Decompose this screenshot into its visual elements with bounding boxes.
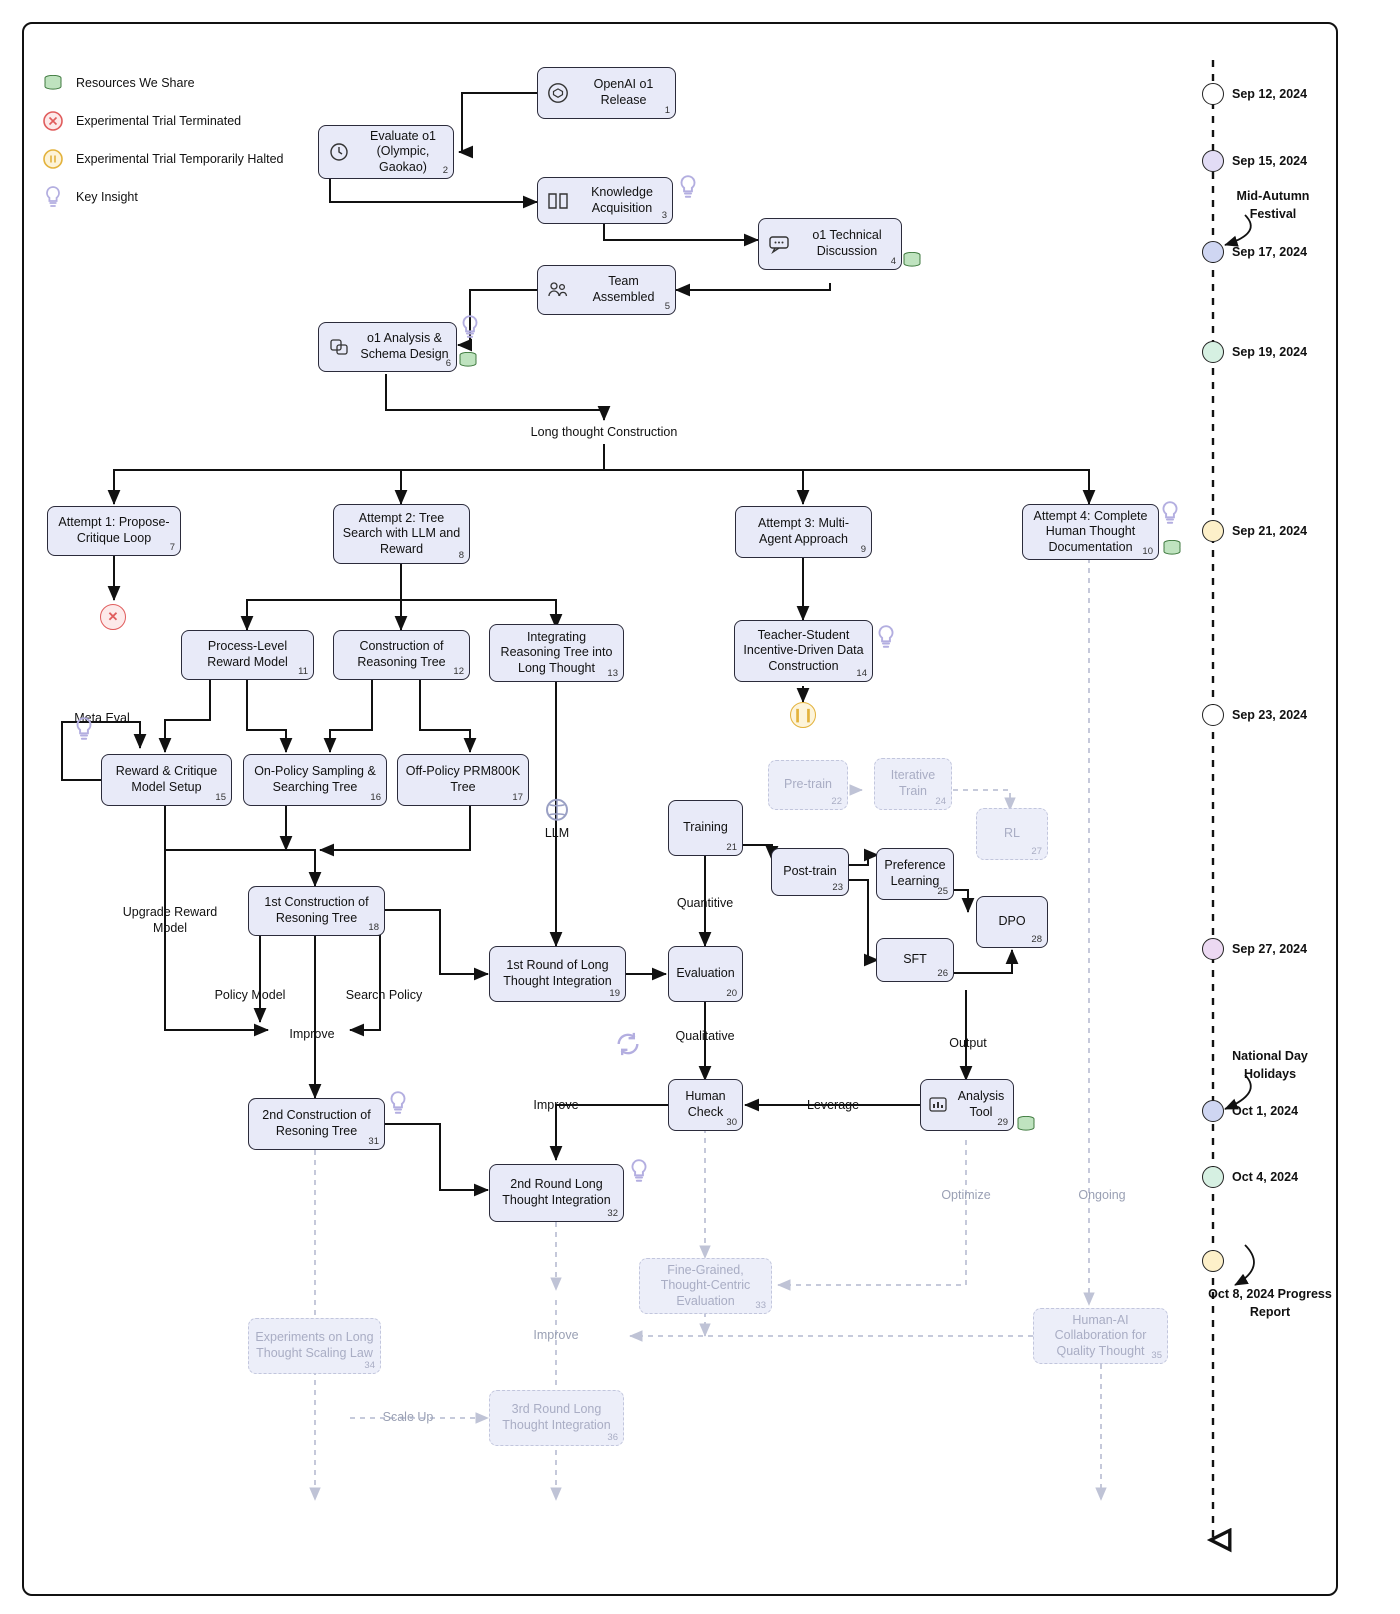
edge-label-leverage: Leverage — [806, 1098, 860, 1112]
node-label: Analysis Tool — [957, 1089, 1005, 1119]
node-label: Human Check — [685, 1089, 726, 1119]
edge-label-improve-3: Improve — [533, 1328, 579, 1342]
node-pre-train[interactable] — [768, 760, 848, 810]
node-o1-technical-discussion[interactable] — [758, 218, 902, 270]
node-attempt-2[interactable] — [333, 504, 470, 564]
timeline-dot — [1202, 241, 1224, 263]
node-number: 24 — [935, 796, 946, 808]
node-label: Attempt 1: Propose-Critique Loop — [58, 515, 170, 545]
node-number: 16 — [370, 792, 381, 804]
timeline-label-progress-report: Oct 8, 2024 Progress Report — [1208, 1287, 1332, 1319]
node-2nd-round-long-thought-integration[interactable] — [489, 1164, 624, 1222]
node-label: Iterative Train — [890, 768, 936, 798]
node-number: 2 — [442, 165, 448, 177]
node-on-policy-sampling[interactable] — [243, 754, 387, 806]
node-label: 2nd Round Long Thought Integration — [502, 1177, 611, 1207]
node-label: Training — [683, 820, 728, 835]
node-number: 9 — [860, 544, 866, 556]
node-number: 23 — [832, 882, 843, 894]
node-knowledge-acquisition[interactable] — [537, 177, 673, 224]
node-construction-of-reasoning-tree[interactable] — [333, 630, 470, 680]
node-process-level-reward-model[interactable] — [181, 630, 314, 680]
node-openai-o1-release[interactable] — [537, 67, 676, 119]
node-label: 2nd Construction of Resoning Tree — [262, 1108, 371, 1138]
status-halted-badge: ❙❙ — [790, 702, 816, 728]
node-attempt-1[interactable] — [47, 506, 181, 556]
node-number: 29 — [997, 1117, 1008, 1129]
node-teacher-student-data-construction[interactable] — [734, 620, 873, 682]
node-label: o1 Technical Discussion — [812, 228, 882, 258]
timeline-note-mid-autumn: Mid-Autumn Festival — [1236, 189, 1310, 221]
edge-label-optimize: Optimize — [941, 1188, 991, 1202]
node-label: Evaluate o1 (Olympic, Gaokao) — [369, 128, 437, 174]
node-attempt-3[interactable] — [735, 506, 872, 558]
node-number: 33 — [755, 1300, 766, 1312]
edge-label-scale-up: Scale Up — [382, 1410, 434, 1424]
timeline-label: Sep 21, 2024 — [1232, 524, 1308, 538]
node-label: Preference Learning — [884, 858, 946, 888]
node-number: 19 — [609, 988, 620, 1000]
timeline-label: Sep 12, 2024 — [1232, 87, 1308, 101]
node-label: Off-Policy PRM800K Tree — [405, 764, 521, 794]
node-label: Evaluation — [676, 966, 735, 981]
node-number: 15 — [215, 792, 226, 804]
lightbulb-icon — [460, 314, 480, 340]
timeline-label: Oct 4, 2024 — [1232, 1170, 1299, 1184]
node-number: 1 — [664, 105, 670, 117]
node-label: Process-Level Reward Model — [207, 639, 288, 669]
node-reward-critique-model-setup[interactable] — [101, 754, 232, 806]
edge-label-search-policy: Search Policy — [345, 988, 423, 1002]
edge-label-long-thought-construction: Long thought Construction — [530, 425, 678, 439]
node-iterative-train[interactable] — [874, 758, 952, 810]
node-label: On-Policy Sampling & Searching Tree — [254, 764, 376, 794]
node-number: 12 — [453, 666, 464, 678]
node-label: Attempt 4: Complete Human Thought Documentation — [1033, 508, 1148, 554]
timeline-label: Sep 15, 2024 — [1232, 154, 1308, 168]
database-icon — [459, 352, 477, 368]
node-label: SFT — [903, 952, 927, 967]
node-label: Pre-train — [784, 777, 832, 792]
database-icon — [40, 75, 66, 91]
timeline-dot — [1202, 1100, 1224, 1122]
node-3rd-round-long-thought-integration[interactable] — [489, 1390, 624, 1446]
timeline-dot — [1202, 1250, 1224, 1272]
timeline-dot — [1202, 83, 1224, 105]
node-number: 28 — [1031, 934, 1042, 946]
node-label: DPO — [998, 914, 1026, 929]
evaluate-icon — [327, 140, 351, 164]
timeline-label: Sep 17, 2024 — [1232, 245, 1308, 259]
node-label: Reward & Critique Model Setup — [115, 764, 218, 794]
timeline-note-national-day: National Day Holidays — [1232, 1049, 1308, 1081]
edge-label-improve-1: Improve — [289, 1027, 335, 1041]
node-human-check[interactable] — [668, 1079, 743, 1131]
edge-label-qualitative: Qualitative — [675, 1029, 735, 1043]
node-label: Experiments on Long Thought Scaling Law — [255, 1330, 374, 1360]
database-icon — [903, 252, 921, 268]
node-number: 32 — [607, 1208, 618, 1220]
edge-label-output: Output — [949, 1036, 987, 1050]
node-integrating-reasoning-tree[interactable] — [489, 624, 624, 682]
legend-label: Experimental Trial Temporarily Halted — [76, 152, 284, 166]
node-number: 35 — [1151, 1350, 1162, 1362]
edge-label-llm: LLM — [544, 826, 570, 840]
lightbulb-icon — [1160, 500, 1180, 526]
lightbulb-icon — [678, 174, 698, 200]
timeline-dot — [1202, 341, 1224, 363]
node-number: 10 — [1142, 546, 1153, 558]
node-rl[interactable] — [976, 808, 1048, 860]
node-team-assembled[interactable] — [537, 265, 676, 315]
legend-label: Key Insight — [76, 190, 138, 204]
timeline-label: Sep 23, 2024 — [1232, 708, 1308, 722]
node-label: Fine-Grained, Thought-Centric Evaluation — [660, 1262, 751, 1308]
x-circle-icon — [40, 110, 66, 132]
llm-brain-icon — [542, 796, 572, 826]
node-analysis-tool[interactable] — [920, 1079, 1014, 1131]
legend-label: Experimental Trial Terminated — [76, 114, 242, 128]
chat-icon — [767, 232, 791, 256]
edge-label-ongoing: Ongoing — [1078, 1188, 1126, 1202]
node-post-train[interactable] — [771, 848, 849, 896]
node-label: Human-AI Collaboration for Quality Thought — [1054, 1312, 1147, 1358]
legend-label: Resources We Share — [76, 76, 195, 90]
node-sft[interactable] — [876, 938, 954, 982]
node-number: 14 — [856, 668, 867, 680]
node-number: 7 — [169, 542, 175, 554]
edge-label-upgrade-reward-model: Upgrade Reward Model — [122, 905, 218, 936]
edge-label-meta-eval: Meta Eval — [74, 711, 130, 725]
node-number: 8 — [458, 550, 464, 562]
loop-icon — [614, 1030, 642, 1058]
node-number: 13 — [607, 668, 618, 680]
timeline-dot — [1202, 1166, 1224, 1188]
timeline-label: Sep 27, 2024 — [1232, 942, 1308, 956]
legend-item-insight — [40, 184, 284, 210]
node-label: OpenAI o1 Release — [593, 77, 654, 107]
node-number: 4 — [890, 256, 896, 268]
node-human-ai-collaboration[interactable] — [1033, 1308, 1168, 1364]
legend-item-resources — [40, 70, 284, 96]
node-number: 30 — [726, 1117, 737, 1129]
openai-icon — [546, 81, 570, 105]
lightbulb-icon — [74, 716, 94, 742]
analysis-icon — [926, 1093, 950, 1117]
node-number: 34 — [364, 1360, 375, 1372]
book-icon — [546, 189, 570, 213]
node-number: 20 — [726, 988, 737, 1000]
edge-label-policy-model: Policy Model — [214, 988, 286, 1002]
pause-circle-icon — [40, 148, 66, 170]
team-icon — [546, 278, 570, 302]
node-1st-construction-resoning-tree[interactable] — [248, 886, 385, 936]
node-number: 11 — [298, 666, 308, 678]
lightbulb-icon — [629, 1158, 649, 1184]
timeline-dot — [1202, 520, 1224, 542]
node-number: 3 — [661, 210, 667, 222]
node-o1-analysis-schema-design[interactable] — [318, 322, 457, 372]
node-number: 5 — [664, 301, 670, 313]
node-label: Construction of Reasoning Tree — [357, 639, 446, 669]
node-label: Post-train — [783, 864, 837, 879]
node-experiments-scaling-law[interactable] — [248, 1318, 381, 1374]
lightbulb-icon — [388, 1090, 408, 1116]
node-label: 1st Round of Long Thought Integration — [503, 958, 612, 988]
node-label: Teacher-Student Incentive-Driven Data Construction — [743, 627, 864, 673]
timeline-dot — [1202, 938, 1224, 960]
edge-label-improve-2: Improve — [533, 1098, 579, 1112]
legend-item-terminated — [40, 108, 284, 134]
node-label: Team Assembled — [592, 274, 655, 304]
node-number: 22 — [831, 796, 842, 808]
node-2nd-construction-resoning-tree[interactable] — [248, 1098, 385, 1150]
database-icon — [1017, 1116, 1035, 1132]
node-number: 6 — [445, 358, 451, 370]
node-preference-learning[interactable] — [876, 848, 954, 900]
node-number: 31 — [368, 1136, 379, 1148]
node-1st-round-long-thought-integration[interactable] — [489, 946, 626, 1002]
node-evaluation[interactable] — [668, 946, 743, 1002]
lightbulb-icon — [876, 624, 896, 650]
legend-item-halted — [40, 146, 284, 172]
timeline-label: Oct 1, 2024 — [1232, 1104, 1299, 1118]
node-label: 1st Construction of Resoning Tree — [264, 895, 369, 925]
node-label: 3rd Round Long Thought Integration — [502, 1402, 611, 1432]
node-label: RL — [1004, 826, 1020, 841]
node-label: Attempt 3: Multi-Agent Approach — [758, 516, 849, 546]
node-label: Integrating Reasoning Tree into Long Thought — [500, 629, 613, 675]
node-label: Knowledge Acquisition — [591, 184, 653, 215]
node-evaluate-o1[interactable] — [318, 125, 454, 179]
node-label: o1 Analysis & Schema Design — [360, 331, 449, 361]
node-number: 25 — [937, 886, 948, 898]
schema-icon — [327, 335, 351, 359]
timeline-label: Sep 19, 2024 — [1232, 345, 1308, 359]
timeline-dot — [1202, 150, 1224, 172]
node-number: 17 — [512, 792, 523, 804]
node-label: Attempt 2: Tree Search with LLM and Reward — [342, 510, 461, 556]
node-attempt-4[interactable] — [1022, 504, 1159, 560]
node-number: 26 — [937, 968, 948, 980]
edge-label-quantitive: Quantitive — [676, 896, 734, 910]
legend — [40, 70, 284, 222]
timeline-dot — [1202, 704, 1224, 726]
lightbulb-icon — [40, 185, 66, 209]
node-dpo[interactable] — [976, 896, 1048, 948]
node-number: 18 — [368, 922, 379, 934]
node-number: 27 — [1031, 846, 1042, 858]
node-number: 21 — [726, 842, 737, 854]
node-number: 36 — [607, 1432, 618, 1444]
node-fine-grained-evaluation[interactable] — [639, 1258, 772, 1314]
status-terminated-badge: ✕ — [100, 604, 126, 630]
node-training[interactable] — [668, 800, 743, 856]
node-off-policy-prm800k-tree[interactable] — [397, 754, 529, 806]
database-icon — [1163, 540, 1181, 556]
